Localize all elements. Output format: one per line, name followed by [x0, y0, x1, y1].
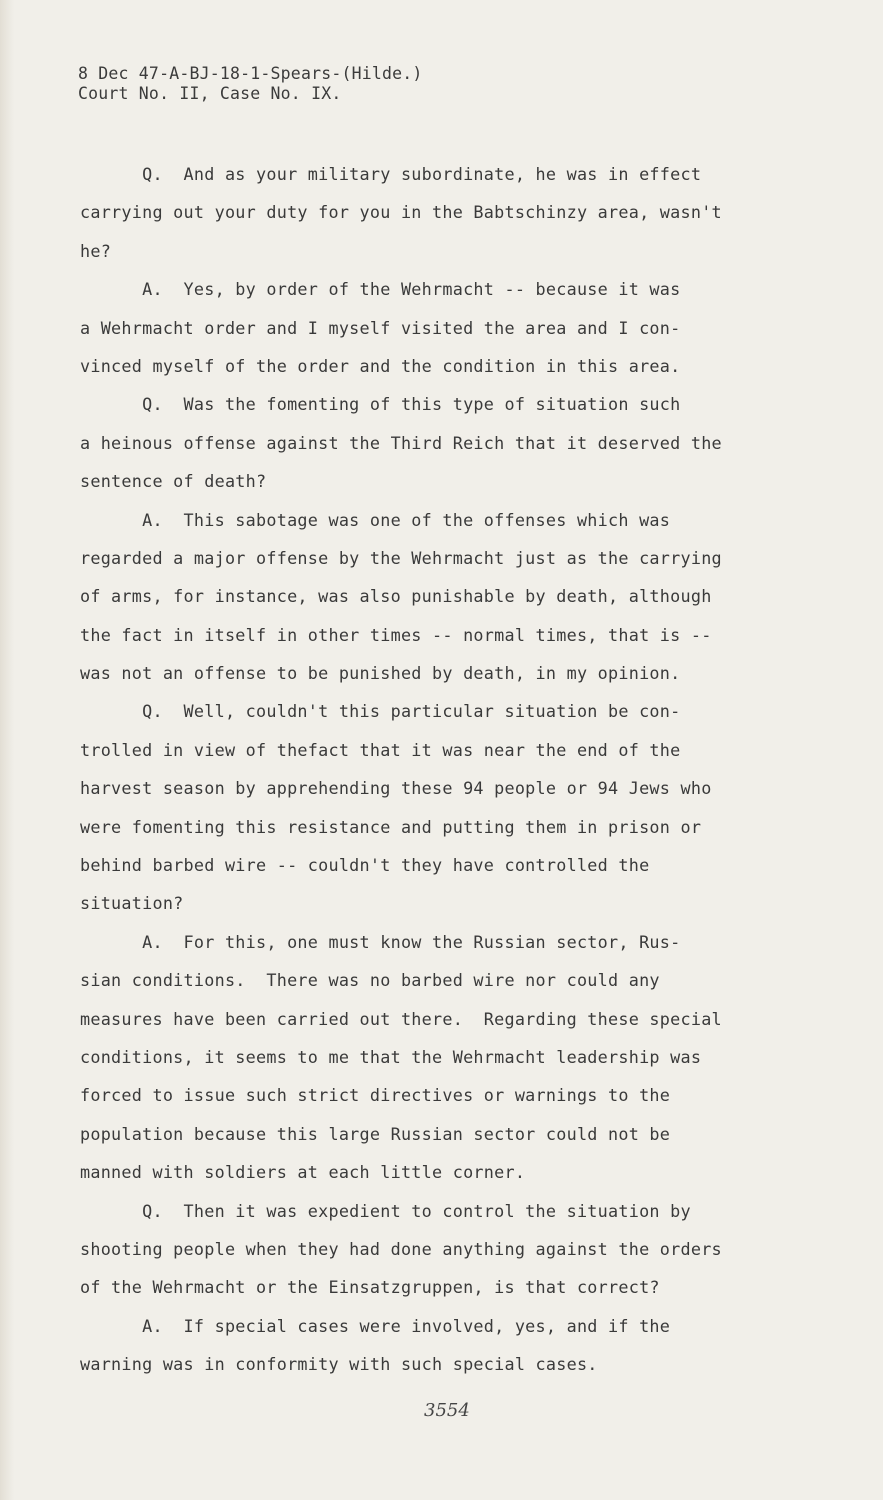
transcript-line: conditions, it seems to me that the Wehrmacht leadership was [80, 1046, 702, 1067]
page-edge-shadow [0, 0, 14, 1500]
page-number: 3554 [424, 1400, 470, 1421]
transcript-line: warning was in conformity with such special cases. [80, 1354, 598, 1375]
transcript-line: Q. Was the fomenting of this type of situation such [80, 394, 681, 415]
transcript-line: A. For this, one must know the Russian sector, Rus- [80, 931, 681, 952]
transcript-line: harvest season by apprehending these 94 people or 94 Jews who [80, 778, 712, 799]
transcript-line: of arms, for instance, was also punishable by death, although [80, 586, 712, 607]
transcript-line: he? [80, 240, 112, 261]
transcript-line: carrying out your duty for you in the Babtschinzy area, wasn't [80, 202, 722, 223]
transcript-line: behind barbed wire -- couldn't they have controlled the [80, 855, 650, 876]
transcript-line: trolled in view of thefact that it was near the end of the [80, 739, 681, 760]
transcript-line: Q. And as your military subordinate, he was in effect [80, 164, 702, 184]
transcript-line: a heinous offense against the Third Reich that it deserved the [80, 432, 722, 453]
transcript-line: was not an offense to be punished by death, in my opinion. [80, 663, 681, 684]
transcript-line: population because this large Russian sector could not be [80, 1123, 671, 1144]
document-header [78, 64, 423, 104]
transcript-line: vinced myself of the order and the condition in this area. [80, 355, 681, 376]
transcript-line: A. If special cases were involved, yes, and if the [80, 1315, 671, 1336]
transcript-line: of the Wehrmacht or the Einsatzgruppen, is that correct? [80, 1277, 660, 1298]
transcript-line: Q. Well, couldn't this particular situation be con- [80, 701, 681, 722]
transcript-line: manned with soldiers at each little corner. [80, 1162, 526, 1183]
header-reference: 8 Dec 47-A-BJ-18-1-Spears-(Hilde.) [78, 64, 423, 83]
transcript-line: shooting people when they had done anything against the orders [80, 1238, 722, 1259]
transcript-line: measures have been carried out there. Regarding these special [80, 1008, 722, 1029]
transcript-line: A. Yes, by order of the Wehrmacht -- because it was [80, 279, 681, 300]
transcript-body [80, 155, 810, 1384]
transcript-line: were fomenting this resistance and putting them in prison or [80, 816, 702, 837]
transcript-line: A. This sabotage was one of the offenses which was [80, 509, 671, 530]
transcript-line: situation? [80, 893, 184, 914]
header-court-case: Court No. II, Case No. IX. [78, 84, 342, 103]
transcript-line: regarded a major offense by the Wehrmacht just as the carrying [80, 547, 722, 568]
transcript-line: the fact in itself in other times -- normal times, that is -- [80, 624, 712, 645]
transcript-line: sian conditions. There was no barbed wire nor could any [80, 970, 660, 991]
transcript-line: sentence of death? [80, 471, 267, 492]
transcript-line: forced to issue such strict directives or warnings to the [80, 1085, 671, 1106]
transcript-line: a Wehrmacht order and I myself visited the area and I con- [80, 317, 681, 338]
transcript-line: Q. Then it was expedient to control the situation by [80, 1200, 691, 1221]
